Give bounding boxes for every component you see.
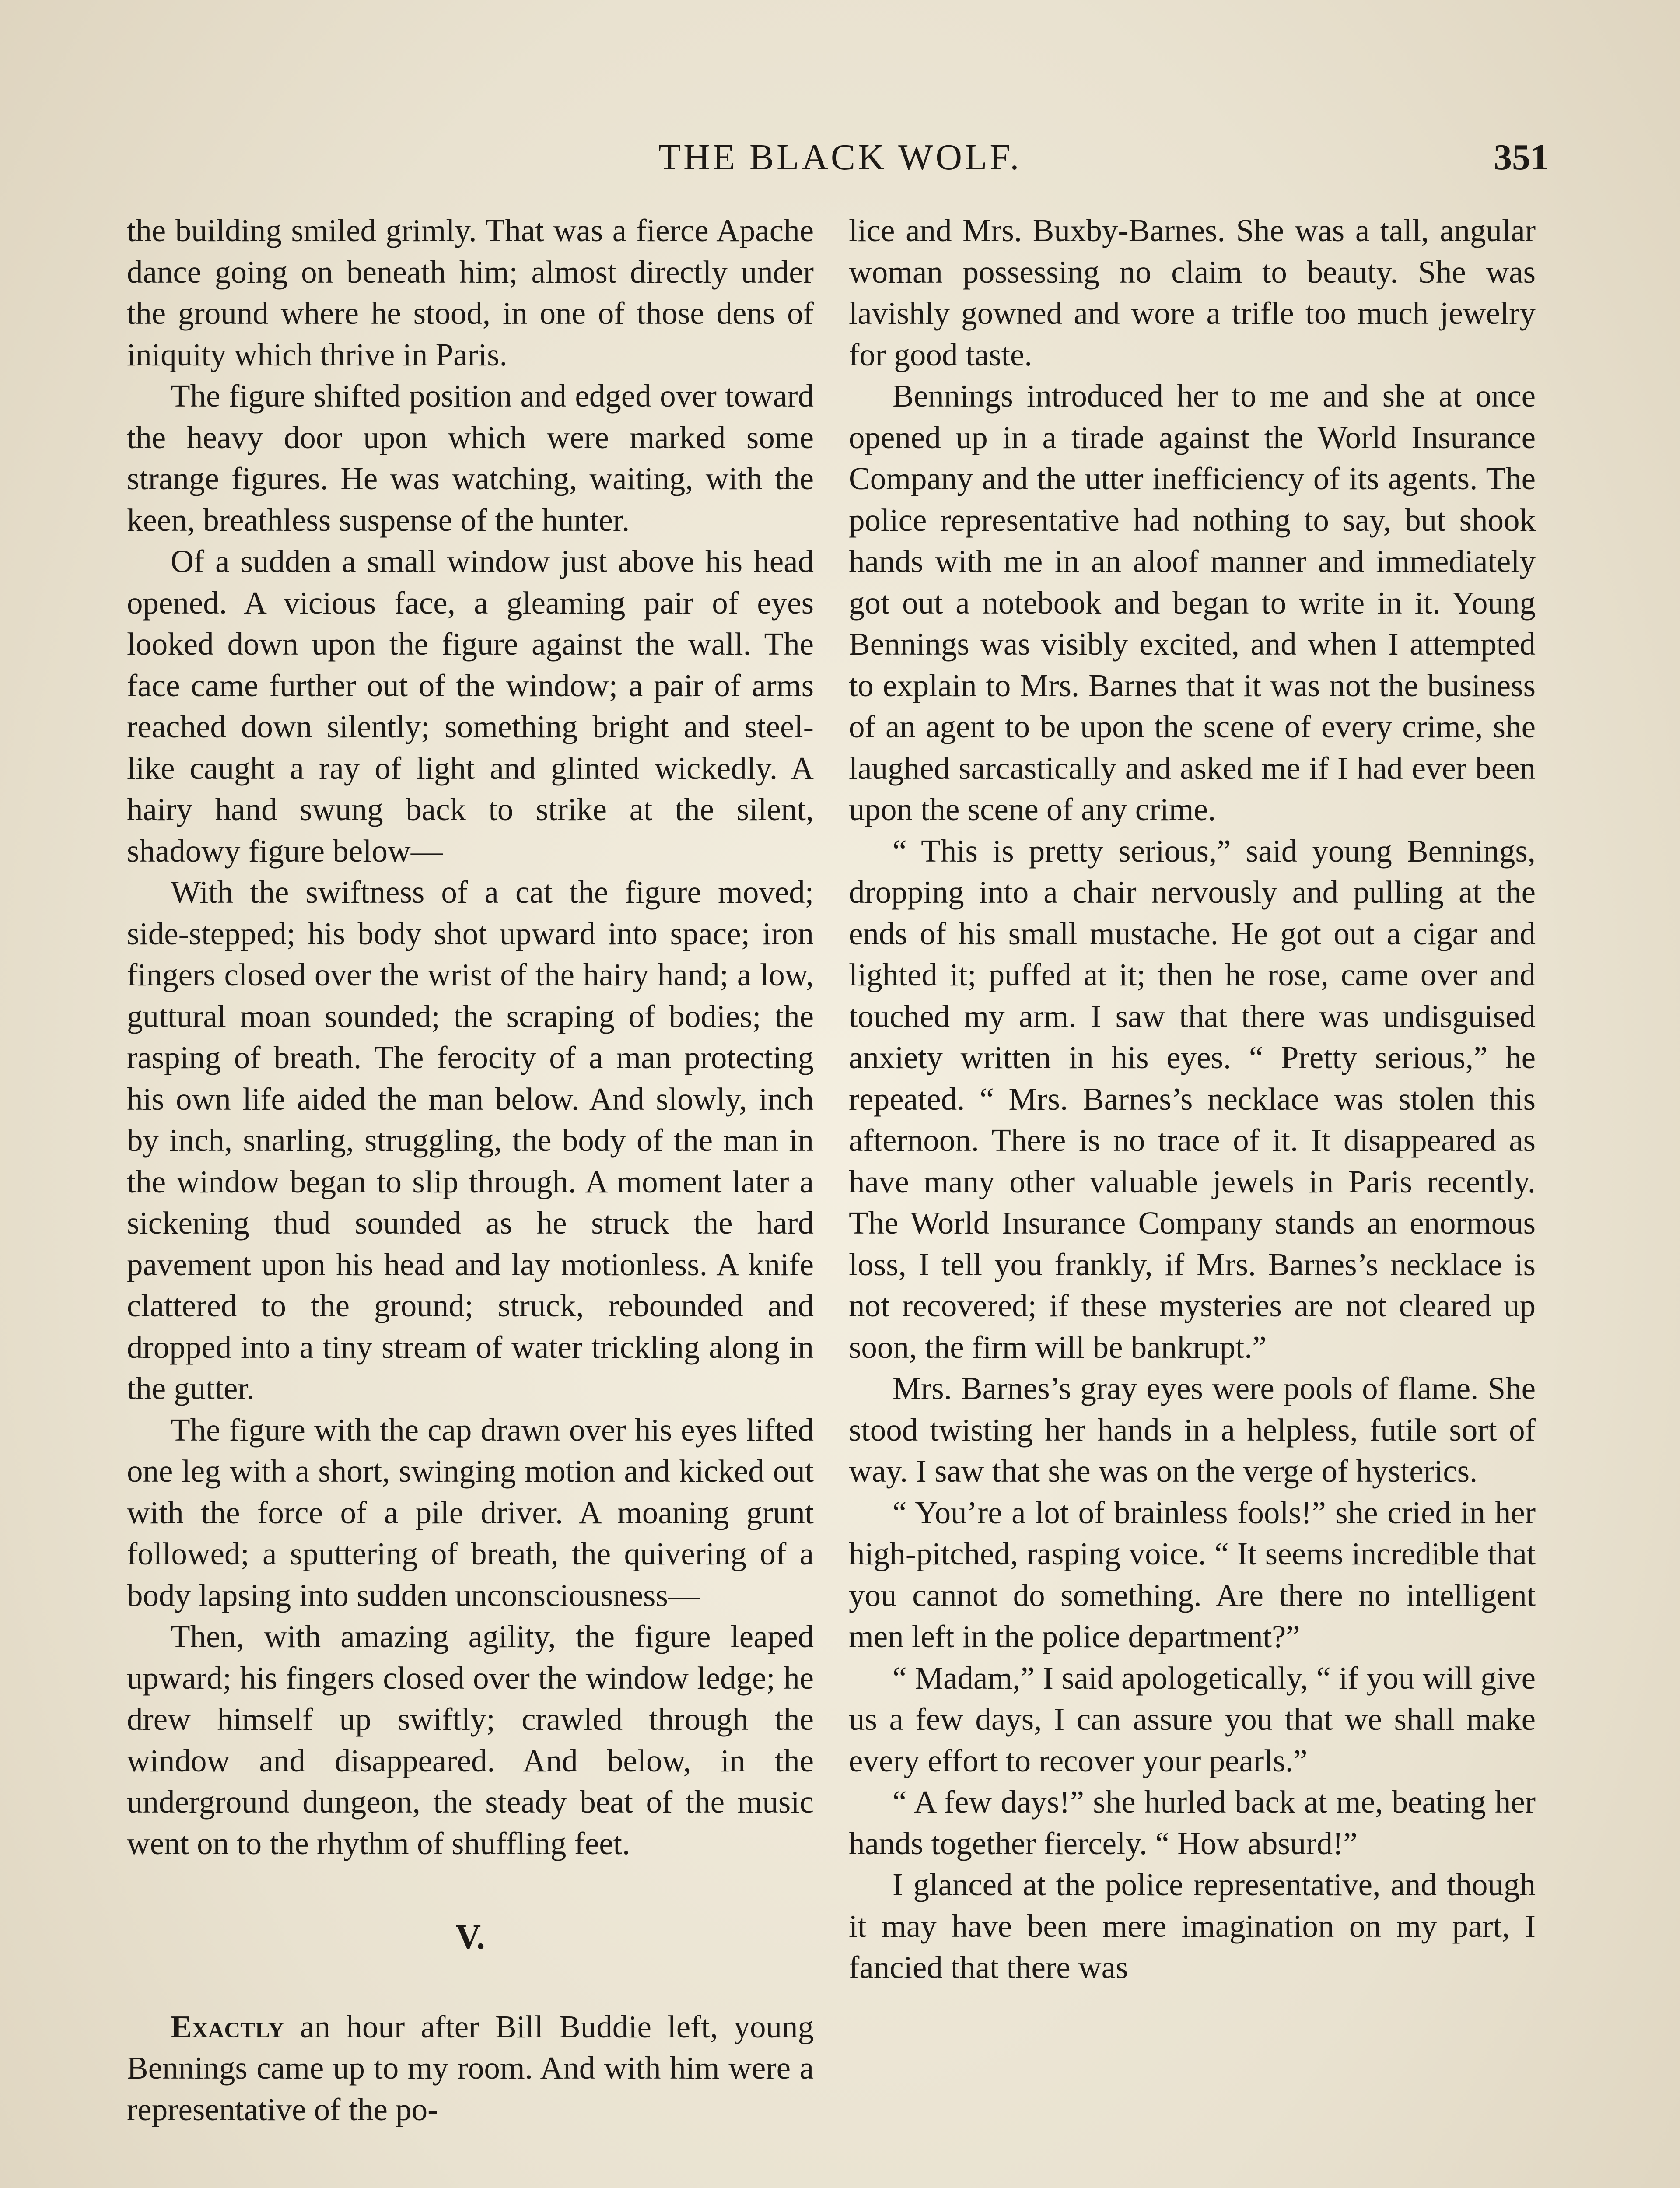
paragraph: “ Madam,” I said apologetically, “ if you will give us a few days, I can assure you that we shall make every effort to recover your pearls.”	[849, 1660, 1536, 1778]
paragraph: With the swiftness of a cat the figure moved; side-stepped; his body shot upward into space; iron fingers closed over the wrist of the hairy hand; a low, guttural moan sounded; the scraping of bodies; the rasping of breath. The ferocity of a man protecting his own life aided the man below. And slowly, inch by inch, snarling, struggling, the body of the man in the window began to slip through. A moment later a sickening thud sounded as he struck the hard pavement upon his head and lay motionless. A knife clattered to the ground; struck, rebounded and dropped into a tiny stream of water trickling along in the gutter.	[127, 874, 814, 1406]
paragraph: Bennings introduced her to me and she at once opened up in a tirade against the World Insurance Company and the utter inefficiency of its agents. The police representative had nothing to say, but shook hands with me in an aloof manner and immediately got out a notebook and began to write in it. Young Bennings was visibly excited, and when I attempted to explain to Mrs. Barnes that it was not the business of an agent to be upon the scene of every crime, she laughed sarcastically and asked me if I had ever been upon the scene of any crime.	[849, 378, 1536, 827]
section-heading: V.	[455, 1918, 485, 1957]
paragraph: lice and Mrs. Buxby-Barnes. She was a tall, angular woman possessing no claim to beauty. She was lavishly gowned and wore a trifle too much jewelry for good taste.	[849, 213, 1536, 372]
paragraph: Then, with amazing agility, the figure leaped upward; his fingers closed over the window ledge; he drew himself up swiftly; crawled through the window and disappeared. And below, in the underground dungeon, the steady beat of the music went on to the rhythm of shuffling feet.	[127, 1619, 814, 1861]
running-title: THE BLACK WOLF.	[658, 137, 1022, 178]
page-header	[131, 127, 1549, 188]
page-number: 351	[1494, 137, 1549, 178]
paragraph: “ You’re a lot of brainless fools!” she cried in her high-pitched, rasping voice. “ It seems incredible that you cannot do something. Are there no intelligent men left in the police department?”	[849, 1494, 1536, 1654]
paragraph: The figure with the cap drawn over his eyes lifted one leg with a short, swinging motion and kicked out with the force of a pile driver. A moaning grunt followed; a sputtering of breath, the quivering of a body lapsing into sudden unconsciousness—	[127, 1412, 814, 1613]
lead-word: Exactly	[171, 2009, 284, 2044]
paragraph-text: an hour after Bill Buddie left, young Bennings came up to my room. And with him were a representative of the po-	[127, 2009, 814, 2127]
paragraph	[127, 2006, 814, 2131]
paragraph: the building smiled grimly. That was a fierce Apache dance going on beneath him; almost directly under the ground where he stood, in one of those dens of iniquity which thrive in Paris.	[127, 213, 814, 372]
right-column	[849, 210, 1536, 1988]
paragraph: I glanced at the police representative, and though it may have been mere imagination on my part, I fancied that there was	[849, 1867, 1536, 1985]
paragraph: Mrs. Barnes’s gray eyes were pools of flame. She stood twisting her hands in a helpless, futile sort of way. I saw that she was on the verge of hysterics.	[849, 1371, 1536, 1489]
left-column	[127, 210, 814, 2130]
paragraph: “ A few days!” she hurled back at me, beating her hands together fiercely. “ How absurd!”	[849, 1784, 1536, 1861]
paragraph: Of a sudden a small window just above his head opened. A vicious face, a gleaming pair of eyes looked down upon the figure against the wall. The face came further out of the window; a pair of arms reached down silently; something bright and steel-like caught a ray of light and glinted wickedly. A hairy hand swung back to strike at the silent, shadowy figure below—	[127, 543, 814, 869]
paragraph: The figure shifted position and edged over toward the heavy door upon which were marked some strange figures. He was watching, waiting, with the keen, breathless suspense of the hunter.	[127, 378, 814, 538]
paragraph: “ This is pretty serious,” said young Bennings, dropping into a chair nervously and pulling at the ends of his small mustache. He got out a cigar and lighted it; puffed at it; then he rose, came over and touched my arm. I saw that there was undisguised anxiety written in his eyes. “ Pretty serious,” he repeated. “ Mrs. Barnes’s necklace was stolen this afternoon. There is no trace of it. It disappeared as have many other valuable jewels in Paris recently. The World Insurance Company stands an enormous loss, I tell you frankly, if Mrs. Barnes’s necklace is not recovered; if these mysteries are not cleared up soon, the firm will be bankrupt.”	[849, 833, 1536, 1365]
